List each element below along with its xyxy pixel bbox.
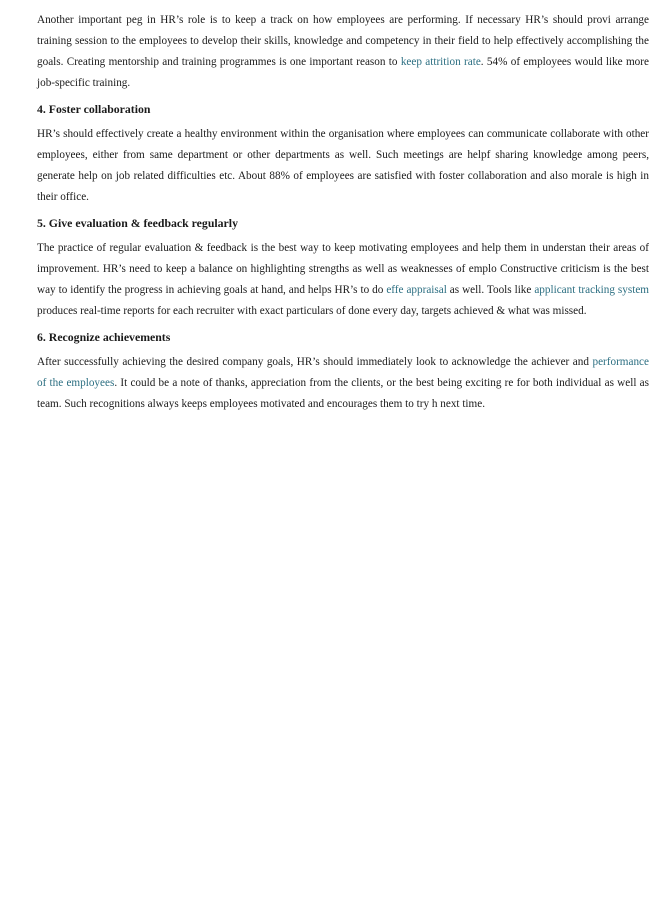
- attrition-rate-link[interactable]: keep attrition rate: [400, 56, 481, 68]
- applicant-tracking-system-link[interactable]: applicant tracking system: [534, 284, 649, 296]
- performance-of-employees-link[interactable]: performance of the employees: [37, 356, 649, 389]
- intro-text: Another important peg in HR’s role is to keep a track on how employees are performing. If necessary HR’s should provi arrange training session to the employees to develop their skills, knowledge and competency in their field to help effectively accomplishing the goals. Creating mentorship and training programmes is one important reason to: [37, 14, 649, 68]
- evaluation-text-mid: as well. Tools like: [446, 284, 535, 296]
- section-heading-foster-collaboration: 4. Foster collaboration: [37, 102, 151, 116]
- recognize-text-end: . It could be a note of thanks, appreciation from the clients, or the best being exciting re for both individual as well as team. Such recognitions always keeps employees motivated and encourages them to try h next time.: [37, 377, 649, 410]
- evaluation-text: The practice of regular evaluation & feedback is the best way to keep motivating employees and help them in understan their areas of improvement. HR’s need to keep a balance on highlighting strengths as well as weaknesses of emplo Constructive criticism is the best way to identify the progress in achieving goals at hand, and helps HR’s to do: [37, 242, 649, 296]
- foster-collaboration-paragraph: [37, 124, 649, 208]
- document-column: [37, 0, 649, 415]
- intro-text-end: . 54% of employees would like more job-specific training.: [37, 56, 649, 89]
- evaluation-text-end: produces real-time reports for each recruiter with exact particulars of done every day, targets achieved & what was missed.: [37, 305, 587, 317]
- foster-collaboration-text: HR’s should effectively create a healthy environment within the organisation where employees can communicate collaborate with other employees, either from same department or other departments as well. Such meetings are helpf sharing knowledge among peers, generate help on job related difficulties etc. About 88% of employees are satisfied with foster collaboration and also morale is high in their office.: [37, 128, 649, 203]
- effective-appraisal-link[interactable]: effe appraisal: [386, 284, 447, 296]
- section-heading-recognize-achievements: 6. Recognize achievements: [37, 330, 171, 344]
- recognize-achievements-paragraph: [37, 352, 649, 415]
- document-page: [37, 0, 649, 903]
- intro-paragraph: [37, 10, 649, 94]
- section-heading-evaluation-feedback: 5. Give evaluation & feedback regularly: [37, 216, 238, 230]
- evaluation-feedback-paragraph: [37, 238, 649, 322]
- recognize-text: After successfully achieving the desired company goals, HR’s should immediately look to acknowledge the achiever and: [37, 356, 593, 368]
